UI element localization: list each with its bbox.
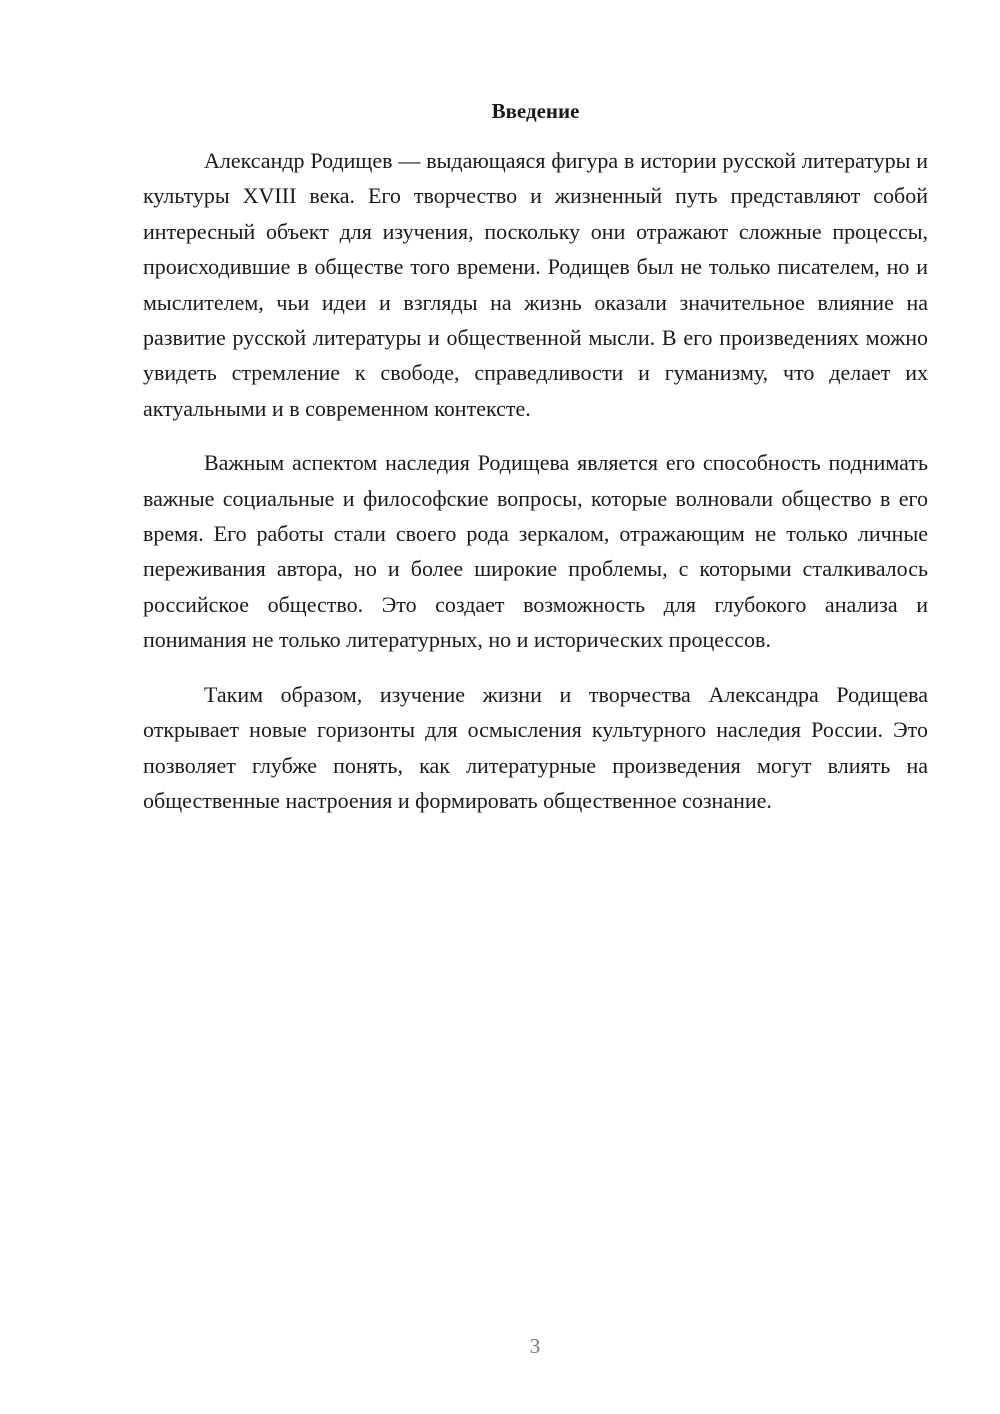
page-number: 3 xyxy=(529,1334,541,1358)
paragraph-3: Таким образом, изучение жизни и творчества Александра Родищева открывает новые горизонты для осмысления культурного наследия России. Это позволяет глубже понять, как литературные произведения могут влиять на общественные настроения и формировать общественное сознание. xyxy=(143,681,928,813)
paragraph-2: Важным аспектом наследия Родищева является его способность поднимать важные социальные и философские вопросы, которые волновали общество в его время. Его работы стали своего рода зеркалом, отражающим не только личные переживания автора, но и более широкие проблемы, с которыми сталкивалось российское общество. Это создает возможность для глубокого анализа и понимания не только литературных, но и исторических процессов. xyxy=(143,450,928,653)
page-content xyxy=(143,95,928,837)
section-heading: Введение xyxy=(491,99,580,123)
paragraph-1: Александр Родищев — выдающаяся фигура в истории русской литературы и культуры XVIII века. Его творчество и жизненный путь представляют собой интересный объект для изучения, поскольку они отражают сложные процессы, происходившие в обществе того времени. Родищев был не только писателем, но и мыслителем, чьи идеи и взгляды на жизнь оказали значительное влияние на развитие русской литературы и общественной мысли. В его произведениях можно увидеть стремление к свободе, справедливости и гуманизму, что делает их актуальными и в современном контексте. xyxy=(143,148,928,421)
